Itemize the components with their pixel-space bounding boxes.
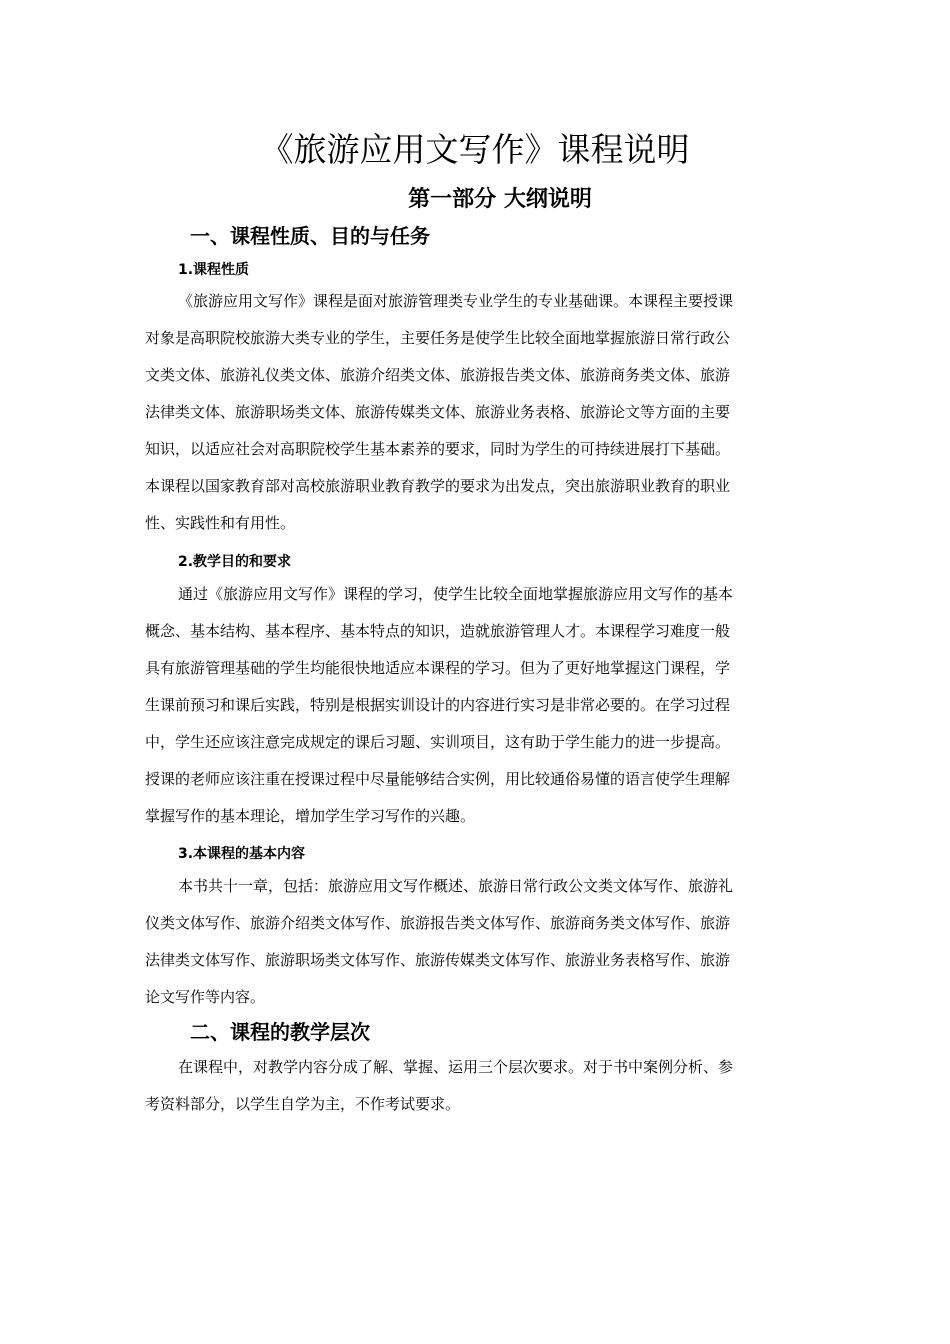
document-title: 《旅游应用文写作》课程说明 bbox=[260, 130, 690, 169]
paragraph-line: 中，学生还应该注意完成规定的课后习题、实训项目，这有助于学生能力的进一步提高。 bbox=[145, 733, 731, 751]
paragraph-line: 仪类文体写作、旅游介绍类文体写作、旅游报告类文体写作、旅游商务类文体写作、旅游 bbox=[145, 914, 731, 932]
paragraph-line: 对象是高职院校旅游大类专业的学生，主要任务是使学生比较全面地掌握旅游日常行政公 bbox=[145, 329, 731, 347]
paragraph-teaching-levels bbox=[145, 1049, 807, 1123]
paragraph-line: 法律类文体、旅游职场类文体、旅游传媒类文体、旅游业务表格、旅游论文等方面的主要 bbox=[145, 403, 731, 421]
paragraph-line: 本书共十一章，包括：旅游应用文写作概述、旅游日常行政公文类文体写作、旅游礼 bbox=[178, 877, 734, 895]
paragraph-line: 概念、基本结构、基本程序、基本特点的知识，造就旅游管理人才。本课程学习难度一般 bbox=[145, 622, 731, 640]
paragraph-line: 掌握写作的基本理论，增加学生学习写作的兴趣。 bbox=[145, 807, 476, 825]
section-heading-teaching-levels: 二、课程的教学层次 bbox=[190, 1020, 370, 1044]
part-title: 第一部分 大纲说明 bbox=[408, 187, 592, 212]
paragraph-line: 授课的老师应该注重在授课过程中尽量能够结合实例，用比较通俗易懂的语言使学生理解 bbox=[145, 770, 731, 788]
paragraph-line: 知识，以适应社会对高职院校学生基本素养的要求，同时为学生的可持续进展打下基础。 bbox=[145, 440, 731, 458]
paragraph-line: 论文写作等内容。 bbox=[145, 988, 266, 1006]
subsection-heading-basic-content: 3.本课程的基本内容 bbox=[178, 846, 306, 862]
paragraph-teaching-goals bbox=[145, 576, 807, 835]
paragraph-line: 文类文体、旅游礼仪类文体、旅游介绍类文体、旅游报告类文体、旅游商务类文体、旅游 bbox=[145, 366, 731, 384]
paragraph-line: 《旅游应用文写作》课程是面对旅游管理类专业学生的专业基础课。本课程主要授课 bbox=[178, 292, 734, 310]
paragraph-line: 具有旅游管理基础的学生均能很快地适应本课程的学习。但为了更好地掌握这门课程，学 bbox=[145, 659, 731, 677]
paragraph-line: 在课程中，对教学内容分成了解、掌握、运用三个层次要求。对于书中案例分析、参 bbox=[178, 1058, 734, 1076]
paragraph-course-nature bbox=[145, 283, 807, 542]
paragraph-line: 考资料部分，以学生自学为主，不作考试要求。 bbox=[145, 1095, 461, 1113]
paragraph-line: 性、实践性和有用性。 bbox=[145, 514, 296, 532]
paragraph-line: 通过《旅游应用文写作》课程的学习，使学生比较全面地掌握旅游应用文写作的基本 bbox=[178, 585, 734, 603]
subsection-heading-course-nature: 1.课程性质 bbox=[178, 262, 250, 278]
section-heading-course-nature: 一、课程性质、目的与任务 bbox=[190, 224, 430, 248]
paragraph-line: 生课前预习和课后实践，特别是根据实训设计的内容进行实习是非常必要的。在学习过程 bbox=[145, 696, 731, 714]
paragraph-basic-content bbox=[145, 868, 807, 1016]
subsection-heading-teaching-goals: 2.教学目的和要求 bbox=[178, 554, 292, 570]
paragraph-line: 法律类文体写作、旅游职场类文体写作、旅游传媒类文体写作、旅游业务表格写作、旅游 bbox=[145, 951, 731, 969]
paragraph-line: 本课程以国家教育部对高校旅游职业教育教学的要求为出发点，突出旅游职业教育的职业 bbox=[145, 477, 731, 495]
